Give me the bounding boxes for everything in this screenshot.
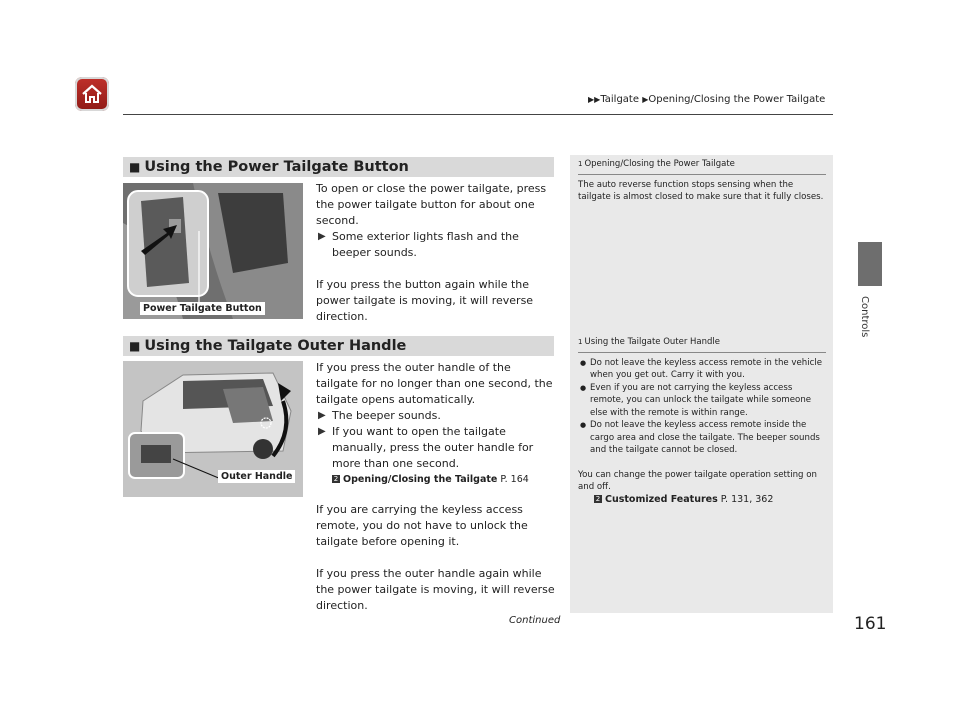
note-item: ● Do not leave the keyless access remote in the vehicle when you get out. Carry it with you. [590,357,826,382]
note-item: ● Even if you are not carrying the keyless access remote, you can unlock the tailgate while someone else with the remote is within range. [590,382,826,420]
power-tailgate-button-photo [123,183,303,319]
breadcrumb-item[interactable]: Tailgate [600,94,639,105]
chapter-tab[interactable] [858,242,882,286]
page-number: 161 [854,614,887,634]
continued-label: Continued [509,615,561,626]
section-heading: ■ Using the Power Tailgate Button [123,157,554,177]
cross-reference-link[interactable]: 2 Customized Features P. 131, 362 [595,493,774,505]
home-button[interactable] [75,77,109,111]
image-callout: Outer Handle [218,470,295,483]
home-icon [80,82,104,106]
note-item: ● Do not leave the keyless access remote inside the cargo area and close the tailgate. The beeper sounds and the tailgate cannot be closed. [590,419,826,457]
cross-reference-link[interactable]: 2 Opening/Closing the Tailgate P. 164 [333,474,529,485]
chapter-tab-label: Controls [859,296,870,338]
section1-body: To open or close the power tailgate, press the power tailgate button for about one second. ▶ Some exterior lights flash and the beeper sounds. If you press the button again while the power tailgate is moving, it will reverse direction. [316,182,547,323]
image-callout: Power Tailgate Button [140,302,265,315]
header-divider [123,114,833,115]
note-outer-handle: 1 Using the Tailgate Outer Handle ● Do not leave the keyless access remote in the vehicle when you get out. Carry it with you. ● Even if you are not carrying the keyless access remote, you can unlock the tailgate while someone else with the remote is within range. ● Do not leave the keyless access remote inside the cargo area and close the tailgate. The beeper sounds and the tailgate cannot be closed. You can change the power tailgate operation setting on and off. 2 Customized Features P. 131, 362 [578,336,826,506]
note-power-tailgate: 1 Opening/Closing the Power Tailgate The auto reverse function stops sensing when the tailgate is almost closed to make sure that it fully closes. [578,158,826,204]
breadcrumb-item[interactable]: Opening/Closing the Power Tailgate [648,94,826,105]
breadcrumb: ▶▶Tailgate ▶Opening/Closing the Power Tailgate [588,94,826,105]
section2-body: If you press the outer handle of the tailgate for no longer than one second, the tailgate opens automatically. ▶ The beeper sounds. ▶ If you want to open the tailgate manually, press the outer handle for more than one second. 2 Opening/Closing the Tailgate P. 164 If you are carrying the keyless access remote, you do not have to unlock the tailgate before opening it. If you press the outer handle again while the power tailgate is moving, it will reverse direction. [316,361,555,612]
section-heading: ■ Using the Tailgate Outer Handle [123,336,554,356]
